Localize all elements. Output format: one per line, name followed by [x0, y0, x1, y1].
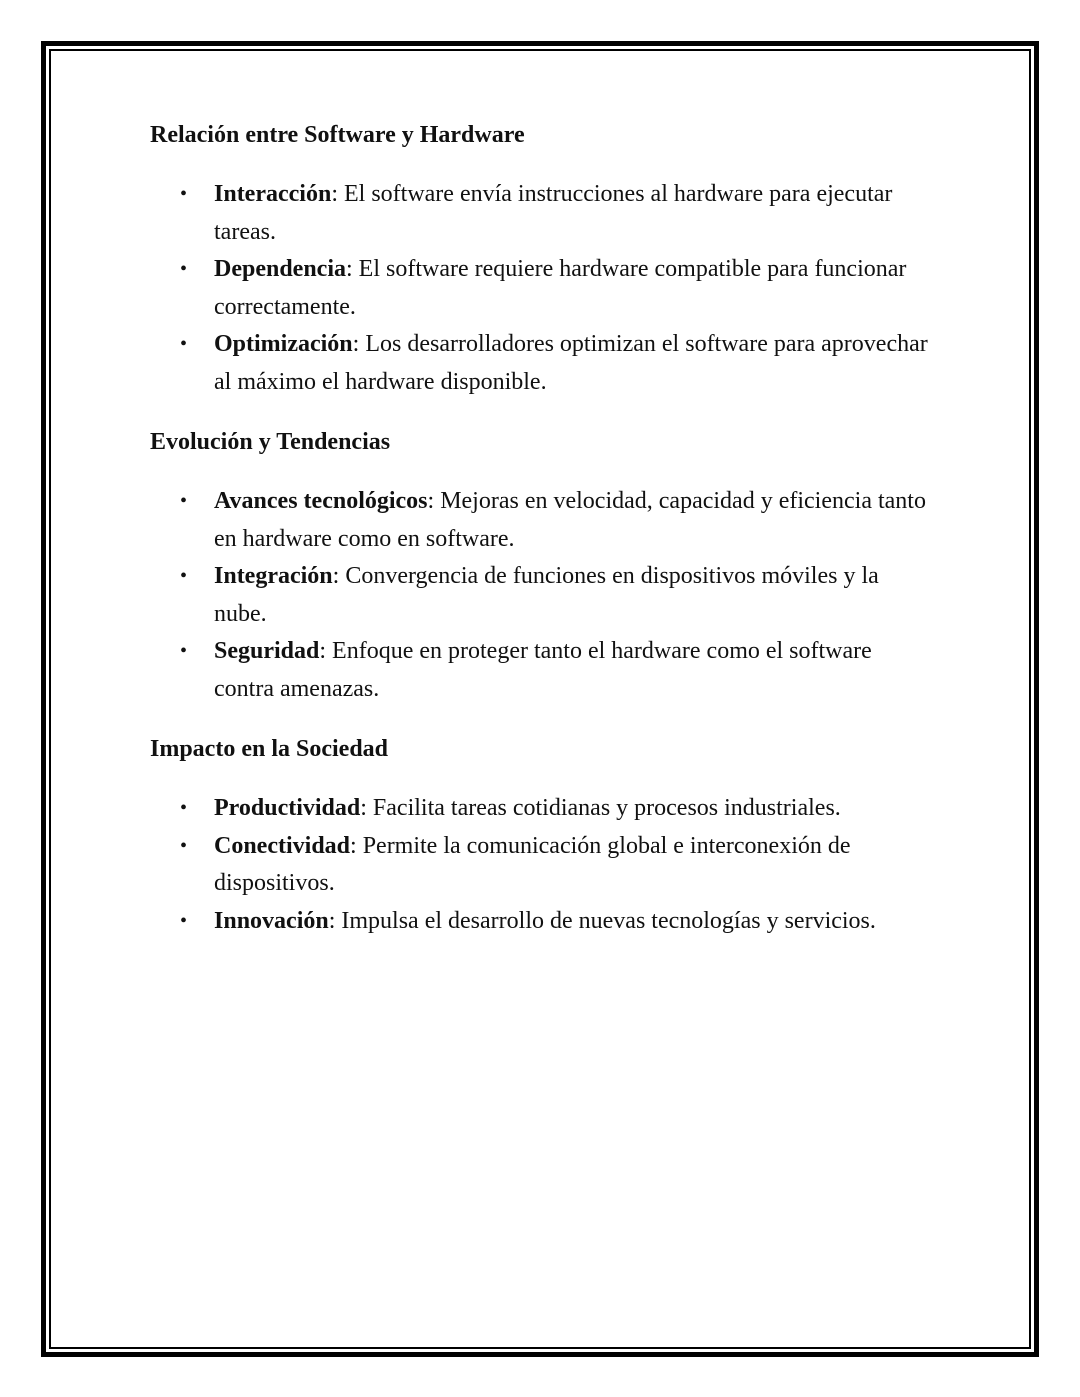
item-text: Enfoque en proteger tanto el hardware como el software contra amenazas. — [214, 638, 872, 702]
item-text: El software requiere hardware compatible para funcionar correctamente. — [214, 256, 907, 320]
section-impacto-sociedad — [150, 734, 950, 940]
bullet-list — [150, 483, 950, 708]
item-separator: : — [319, 638, 327, 664]
item-term: Dependencia — [214, 256, 346, 282]
document-body — [150, 120, 950, 966]
list-item — [150, 483, 934, 558]
list-item — [150, 326, 934, 401]
section-heading: Evolución y Tendencias — [150, 429, 391, 455]
item-term: Interacción — [214, 181, 332, 207]
section-heading: Impacto en la Sociedad — [150, 736, 389, 762]
item-term: Optimización — [214, 331, 353, 357]
bullet-icon: • — [180, 333, 188, 355]
item-text: Mejoras en velocidad, capacidad y eficiencia tanto en hardware como en software. — [214, 488, 926, 552]
list-item — [150, 176, 934, 251]
item-separator: : — [427, 488, 435, 514]
bullet-icon: • — [180, 834, 188, 857]
list-item — [150, 251, 934, 326]
bullet-icon: • — [180, 258, 188, 280]
item-text: Convergencia de funciones en dispositivos móviles y la nube. — [214, 563, 879, 627]
item-term: Conectividad — [214, 832, 351, 859]
list-item — [150, 633, 934, 708]
bullet-icon: • — [180, 565, 188, 587]
item-separator: : — [352, 331, 360, 357]
item-text: Facilita tareas cotidianas y procesos industriales. — [366, 795, 841, 821]
list-item — [150, 903, 934, 941]
bullet-list — [150, 176, 950, 401]
section-software-hardware — [150, 120, 950, 401]
bullet-icon: • — [180, 183, 188, 205]
item-text: Impulsa el desarrollo de nuevas tecnologías y servicios. — [335, 907, 876, 934]
list-item — [150, 828, 934, 903]
list-item — [150, 558, 934, 633]
list-item — [150, 790, 934, 828]
item-separator: : — [346, 256, 353, 282]
item-term: Innovación — [214, 907, 329, 934]
item-text: Los desarrolladores optimizan el software para aprovechar al máximo el hardware disponible. — [214, 331, 928, 395]
item-separator: : — [331, 181, 338, 207]
bullet-list — [150, 790, 950, 940]
item-text: El software envía instrucciones al hardware para ejecutar tareas. — [214, 181, 893, 245]
section-evolucion-tendencias — [150, 427, 950, 708]
item-separator: : — [332, 563, 340, 589]
bullet-icon: • — [180, 640, 188, 662]
item-term: Seguridad — [214, 638, 320, 664]
item-separator: : — [328, 907, 336, 934]
bullet-icon: • — [180, 797, 188, 819]
item-term: Integración — [214, 563, 333, 589]
item-separator: : — [350, 832, 357, 859]
section-heading: Relación entre Software y Hardware — [150, 122, 525, 148]
item-separator: : — [360, 795, 367, 821]
bullet-icon: • — [180, 490, 188, 512]
bullet-icon: • — [180, 909, 188, 932]
item-text: Permite la comunicación global e interconexión de dispositivos. — [214, 832, 851, 896]
item-term: Avances tecnológicos — [214, 488, 428, 514]
item-term: Productividad — [214, 795, 361, 821]
